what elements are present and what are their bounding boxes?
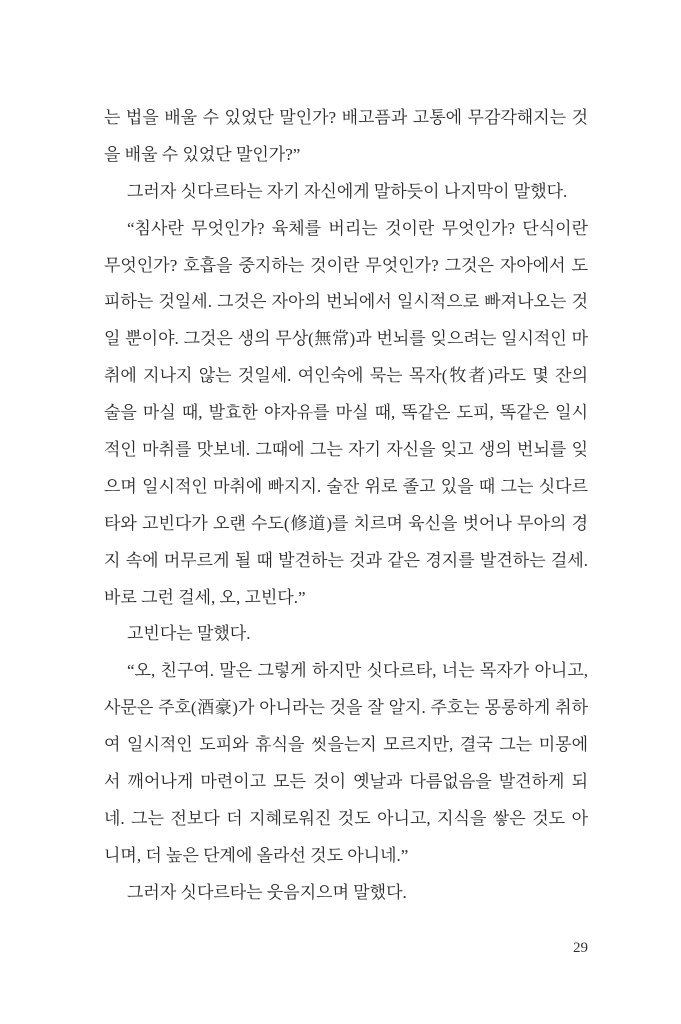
text-line: 니며, 더 높은 단계에 올라선 것도 아니네.” bbox=[104, 845, 409, 865]
text-line: 그러자 싯다르타는 자기 자신에게 말하듯이 나지막이 말했다. bbox=[127, 181, 568, 201]
text-line: 서 깨어나게 마련이고 모든 것이 옛날과 다름없음을 발견하게 되 bbox=[104, 772, 588, 792]
text-line: 여 일시적인 도피와 휴식을 씻을는지 모르지만, 결국 그는 미몽에 bbox=[104, 735, 588, 755]
text-line: 술을 마실 때, 발효한 야자유를 마실 때, 똑같은 도피, 똑같은 일시 bbox=[104, 403, 588, 423]
text-line: 무엇인가? 호흡을 중지하는 것이란 무엇인가? 그것은 자아에서 도 bbox=[104, 255, 588, 275]
text-line: “침사란 무엇인가? 육체를 버리는 것이란 무엇인가? 단식이란 bbox=[127, 218, 588, 238]
text-line: 으며 일시적인 마취에 빠지지. 술잔 위로 졸고 있을 때 그는 싯다르 bbox=[104, 476, 588, 496]
text-line: 는 법을 배울 수 있었단 말인가? 배고픔과 고통에 무감각해지는 것 bbox=[104, 108, 588, 127]
text-line: 바로 그런 걸세, 오, 고빈다.” bbox=[104, 587, 306, 607]
text-line: 을 배울 수 있었단 말인가?” bbox=[104, 144, 301, 164]
text-line: 타와 고빈다가 오랜 수도(修道)를 치르며 육신을 벗어나 무아의 경 bbox=[104, 513, 588, 533]
body-text bbox=[104, 104, 588, 916]
text-line: 피하는 것일세. 그것은 자아의 번뇌에서 일시적으로 빠져나오는 것 bbox=[104, 292, 588, 312]
page-number: 29 bbox=[573, 940, 588, 956]
text-line: 그러자 싯다르타는 웃음지으며 말했다. bbox=[127, 882, 407, 902]
text-line: 적인 마취를 맛보네. 그때에 그는 자기 자신을 잊고 생의 번뇌를 잊 bbox=[104, 440, 588, 460]
text-line: 취에 지나지 않는 것일세. 여인숙에 묵는 목자(牧者)라도 몇 잔의 bbox=[104, 366, 588, 386]
text-line: “오, 친구여. 말은 그렇게 하지만 싯다르타, 너는 목자가 아니고, bbox=[127, 661, 588, 681]
text-line: 네. 그는 전보다 더 지혜로워진 것도 아니고, 지식을 쌓은 것도 아 bbox=[104, 808, 588, 828]
text-line: 사문은 주호(酒豪)가 아니라는 것을 잘 알지. 주호는 몽롱하게 취하 bbox=[104, 698, 588, 718]
text-line: 지 속에 머무르게 될 때 발견하는 것과 같은 경지를 발견하는 걸세. bbox=[104, 550, 588, 570]
text-line: 일 뿐이야. 그것은 생의 무상(無常)과 번뇌를 잊으려는 일시적인 마 bbox=[104, 329, 588, 349]
text-line: 고빈다는 말했다. bbox=[127, 624, 251, 644]
